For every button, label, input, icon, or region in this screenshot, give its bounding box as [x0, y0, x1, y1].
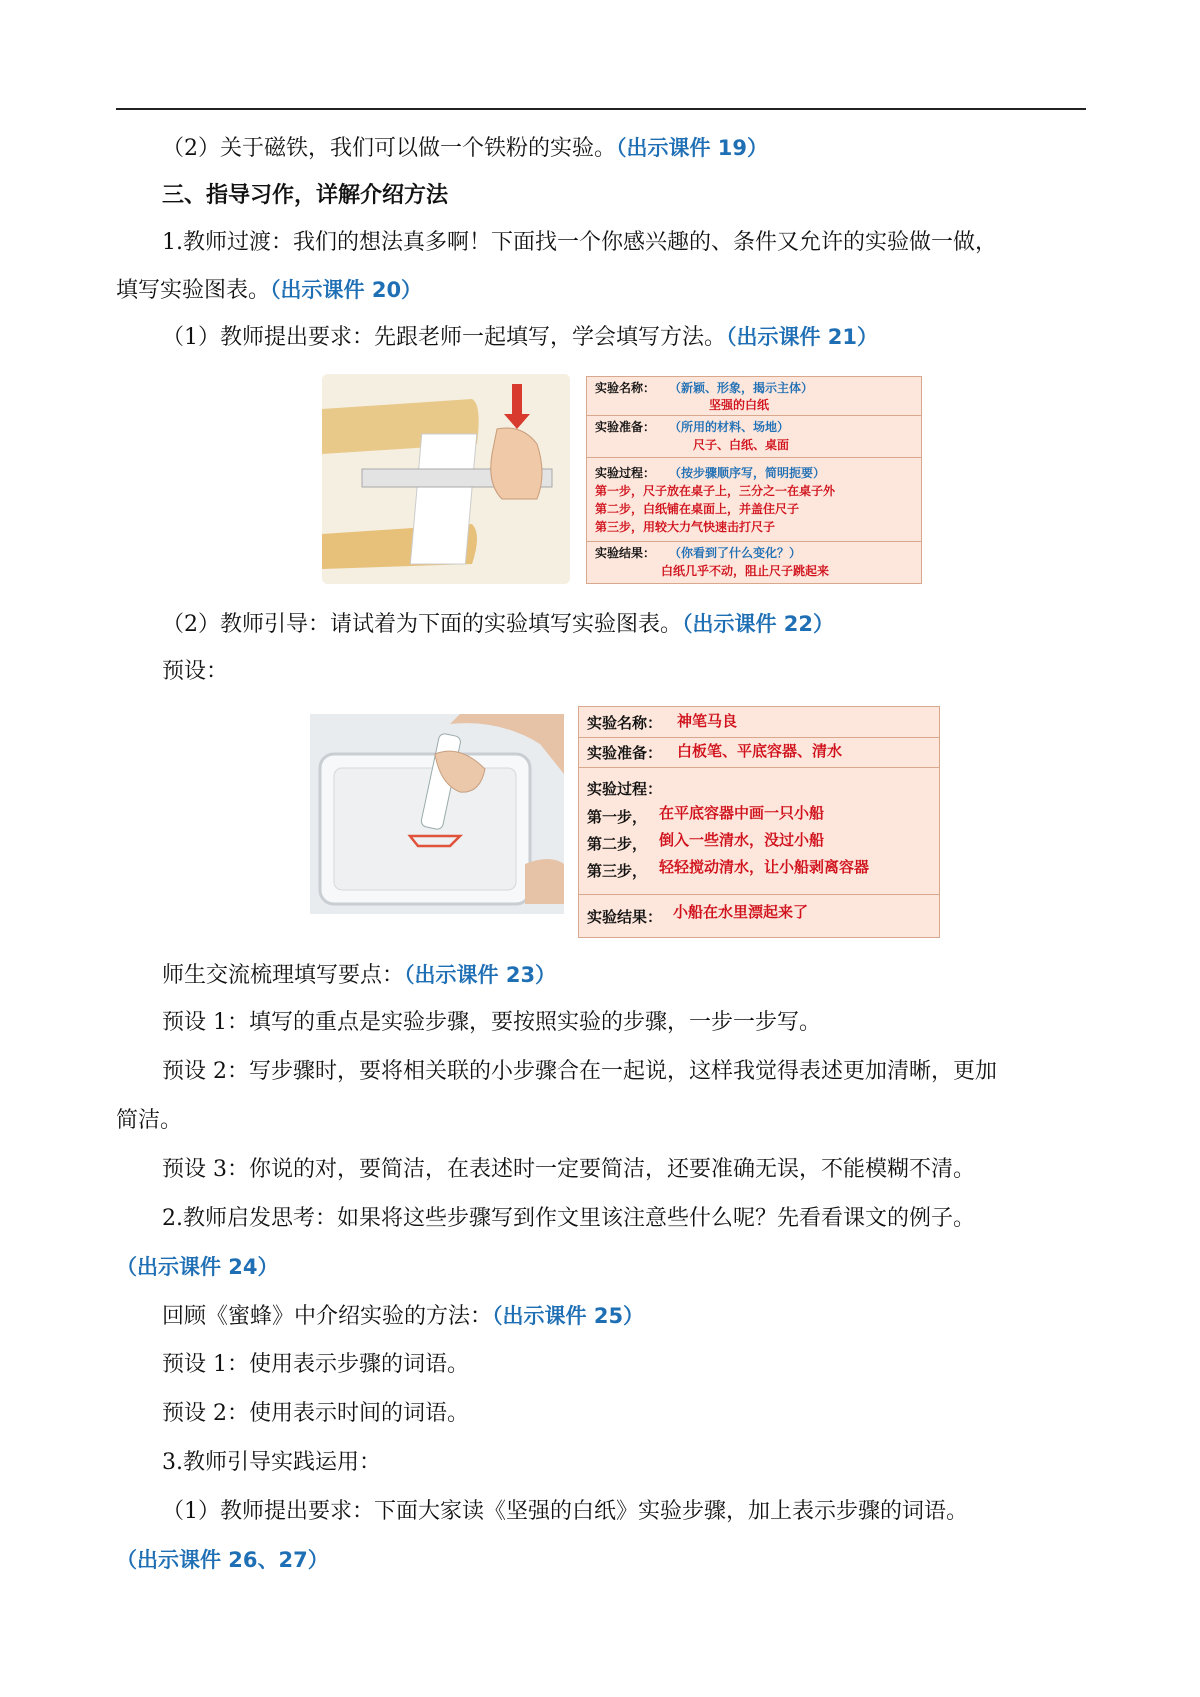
chart2-prep-value: 白板笔、平底容器、清水	[677, 742, 843, 760]
chart2-step2-value: 倒入一些清水，没过小船	[659, 831, 825, 849]
paragraph-preset-steps: 预设 1：使用表示步骤的词语。	[162, 1352, 469, 1377]
chart2-step2-label: 第二步，	[587, 835, 648, 853]
chart1-step2: 第二步，白纸铺在桌面上，并盖住尺子	[595, 502, 800, 516]
paragraph-preset-2-line2: 简洁。	[116, 1108, 183, 1133]
chart1-row-result	[587, 541, 921, 583]
chart1-name-value: 坚强的白纸	[709, 398, 770, 412]
chart1-result-label: 实验结果：	[595, 546, 656, 560]
paragraph-practice-requirement: （1）教师提出要求：下面大家读《坚强的白纸》实验步骤，加上表示步骤的词语。	[162, 1499, 968, 1524]
chart2-step3-value: 轻轻搅动清水，让小船剥离容器	[659, 858, 870, 876]
paragraph-preset-3: 预设 3：你说的对，要简洁，在表述时一定要简洁，还要准确无误，不能模糊不清。	[162, 1157, 975, 1182]
paragraph-practice: 3.教师引导实践运用：	[162, 1450, 381, 1475]
paragraph-think: 2.教师启发思考：如果将这些步骤写到作文里该注意些什么呢？先看看课文的例子。	[162, 1206, 975, 1231]
figure-magic-pen-experiment	[310, 706, 940, 938]
ruler-paper-photo	[322, 374, 570, 584]
slide-ref: （出示课件 19）	[616, 136, 769, 160]
chart2-result-label: 实验结果：	[587, 908, 663, 926]
paragraph-preset-2-line1: 预设 2：写步骤时，要将相关联的小步骤合在一起说，这样我觉得表述更加清晰，更加	[162, 1059, 997, 1084]
slide-ref: （出示课件 22）	[682, 612, 835, 636]
chart2-row-result	[579, 894, 939, 937]
chart1-prep-value: 尺子、白纸、桌面	[693, 438, 790, 452]
paragraph-iron-powder: （2）关于磁铁，我们可以做一个铁粉的实验。（出示课件 19）	[162, 136, 769, 161]
paragraph-preset-time: 预设 2：使用表示时间的词语。	[162, 1401, 469, 1426]
chart2-step1-label: 第一步，	[587, 808, 648, 826]
paragraph-transition-line1: 1.教师过渡：我们的想法真多啊！下面找一个你感兴趣的、条件又允许的实验做一做，	[162, 230, 997, 255]
slide-ref: （出示课件 24）	[116, 1255, 279, 1279]
chart1-prep-label: 实验准备：	[595, 420, 656, 434]
paragraph-think-ref	[116, 1252, 279, 1283]
chart1-result-hint: （你看到了什么变化？）	[669, 546, 802, 560]
figure-white-paper-experiment	[322, 374, 922, 584]
chart1-proc-label: 实验过程：	[595, 466, 656, 480]
experiment-chart-1	[586, 376, 922, 584]
chart1-step1: 第一步，尺子放在桌子上，三分之一在桌子外	[595, 484, 836, 498]
chart1-proc-hint: （按步骤顺序写，简明扼要）	[669, 466, 826, 480]
paragraph-summary: 师生交流梳理填写要点：（出示课件 23）	[162, 963, 557, 988]
header-rule	[116, 108, 1086, 110]
chart1-step3: 第三步，用较大力气快速击打尺子	[595, 520, 776, 534]
chart2-name-value: 神笔马良	[677, 712, 738, 730]
paragraph-preset-1: 预设 1：填写的重点是实验步骤，要按照实验的步骤，一步一步写。	[162, 1010, 821, 1035]
chart2-row-prep	[579, 737, 939, 768]
paragraph-review: 回顾《蜜蜂》中介绍实验的方法：（出示课件 25）	[162, 1304, 645, 1329]
tray-drawing-photo	[310, 714, 564, 914]
slide-ref: （出示课件 26、27）	[116, 1548, 329, 1572]
paragraph-transition-line2: 填写实验图表。（出示课件 20）	[116, 278, 423, 303]
chart2-row-process	[579, 767, 939, 895]
chart1-name-label: 实验名称：	[595, 381, 656, 395]
chart1-row-name	[587, 377, 921, 416]
chart1-name-hint: （新颖、形象，揭示主体）	[669, 381, 814, 395]
chart1-row-prep	[587, 415, 921, 458]
chart1-result-value: 白纸几乎不动，阻止尺子跳起来	[661, 564, 830, 578]
chart2-row-name	[579, 707, 939, 738]
chart2-result-value: 小船在水里漂起来了	[673, 903, 809, 921]
slide-ref: （出示课件 21）	[726, 325, 879, 349]
slide-ref: （出示课件 23）	[404, 963, 557, 987]
paragraph-preset-label: 预设：	[162, 659, 229, 684]
paragraph-requirement: （1）教师提出要求：先跟老师一起填写，学会填写方法。（出示课件 21）	[162, 325, 879, 350]
section-heading: 三、指导习作，详解介绍方法	[162, 182, 449, 208]
experiment-chart-2	[578, 706, 940, 938]
slide-ref: （出示课件 20）	[270, 278, 423, 302]
paragraph-practice-ref	[116, 1545, 329, 1576]
paragraph-guide: （2）教师引导：请试着为下面的实验填写实验图表。（出示课件 22）	[162, 612, 835, 637]
chart2-proc-label: 实验过程：	[587, 780, 663, 798]
chart2-prep-label: 实验准备：	[587, 744, 663, 762]
chart1-row-process	[587, 457, 921, 542]
chart2-name-label: 实验名称：	[587, 714, 663, 732]
slide-ref: （出示课件 25）	[492, 1304, 645, 1328]
chart2-step3-label: 第三步，	[587, 862, 648, 880]
chart1-prep-hint: （所用的材料、场地）	[669, 420, 790, 434]
chart2-step1-value: 在平底容器中画一只小船	[659, 804, 825, 822]
